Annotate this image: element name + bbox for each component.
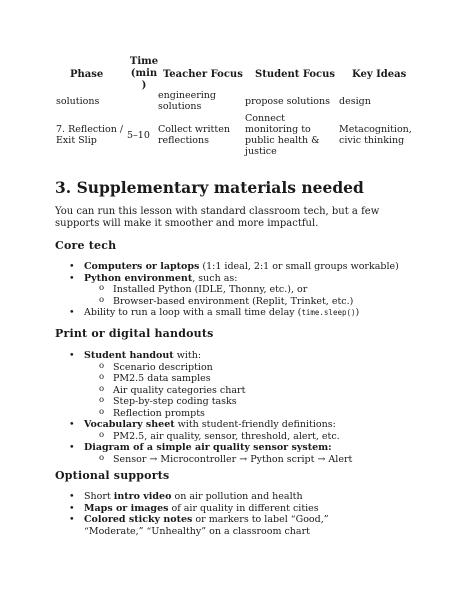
list-item: • Colored sticky notes or markers to label “Good,” “Moderate,” “Unhealthy” on a classroom chart: [55, 514, 425, 537]
list-item: • Ability to run a loop with a small time delay (time.sleep()): [55, 307, 425, 319]
sub-list-item: o Scenario description: [84, 362, 425, 374]
sub-list-item: o PM2.5, air quality, sensor, threshold, alert, etc.: [84, 431, 425, 443]
sub-list-item: o PM2.5 data samples: [84, 373, 425, 385]
subheading-optional: Optional supports: [55, 469, 170, 482]
optional-list: [55, 491, 425, 537]
cell-phase: solutions: [56, 96, 100, 107]
list-item: • Vocabulary sheet with student-friendly definitions: o PM2.5, air quality, sensor, threshold, alert, etc.: [55, 419, 425, 442]
col-header-key-ideas: Key Ideas: [352, 69, 407, 80]
cell-time: 5–10: [127, 130, 150, 141]
cell-student-focus: propose solutions: [245, 96, 330, 107]
section-heading: 3. Supplementary materials needed: [55, 178, 364, 197]
core-tech-list: [55, 261, 425, 319]
cell-key-ideas: Metacognition, civic thinking: [339, 124, 412, 146]
list-item: • Python environment, such as: o Installed Python (IDLE, Thonny, etc.), or o Browser-based environment (Replit, Trinket, etc.): [55, 273, 425, 308]
list-item: • Diagram of a simple air quality sensor system: o Sensor → Microcontroller → Python script → Alert: [55, 442, 425, 465]
sub-list-item: o Reflection prompts: [84, 408, 425, 420]
col-header-teacher-focus: Teacher Focus: [163, 69, 243, 80]
sub-list-item: o Browser-based environment (Replit, Trinket, etc.): [84, 296, 425, 308]
sub-list-item: o Air quality categories chart: [84, 385, 425, 397]
inline-code: time.sleep(): [301, 308, 356, 317]
subheading-core-tech: Core tech: [55, 239, 117, 252]
list-item: • Short intro video on air pollution and health: [55, 491, 425, 503]
col-header-time: Time (min ): [129, 56, 159, 91]
cell-teacher-focus: Collect written reflections: [158, 124, 230, 146]
sub-list-item: o Installed Python (IDLE, Thonny, etc.), or: [84, 284, 425, 296]
sub-list-item: o Step-by-step coding tasks: [84, 396, 425, 408]
cell-student-focus: Connect monitoring to public health & justice: [245, 113, 320, 157]
col-header-phase: Phase: [70, 69, 104, 80]
list-item: • Computers or laptops (1:1 ideal, 2:1 or small groups workable): [55, 261, 425, 273]
sub-list-item: o Sensor → Microcontroller → Python script → Alert: [84, 454, 425, 466]
cell-teacher-focus: engineering solutions: [158, 90, 217, 112]
cell-key-ideas: design: [339, 96, 371, 107]
section-intro: You can run this lesson with standard classroom tech, but a few supports will make it smoother and more impactful.: [55, 206, 380, 229]
cell-phase: 7. Reflection / Exit Slip: [56, 124, 124, 146]
col-header-student-focus: Student Focus: [255, 69, 336, 80]
list-item: • Student handout with: o Scenario description o PM2.5 data samples o Air quality categories chart o Step-by-step coding tasks o Reflection prompts: [55, 350, 425, 419]
list-item: • Maps or images of air quality in different cities: [55, 503, 425, 515]
subheading-handouts: Print or digital handouts: [55, 327, 214, 340]
handouts-list: [55, 350, 425, 465]
